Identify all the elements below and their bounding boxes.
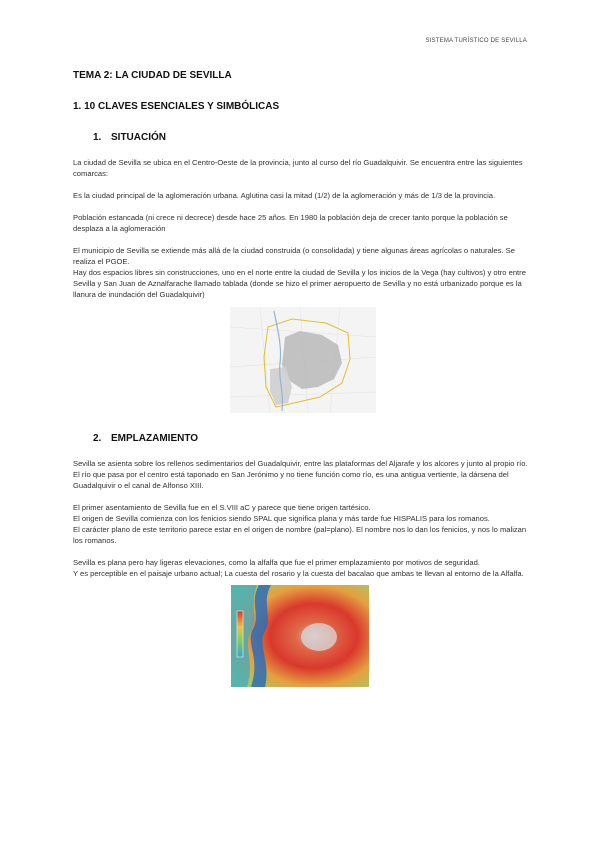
paragraph: El municipio de Sevilla se extiende más allá de la ciudad construida (o consolidada) y tiene algunas áreas agrícolas o naturales. Se realiza el PGOE. bbox=[73, 246, 515, 266]
topic-title: TEMA 2: LA CIUDAD DE SEVILLA bbox=[73, 70, 232, 81]
section-heading-text: EMPLAZAMIENTO bbox=[111, 433, 199, 444]
section-number: 2. bbox=[93, 433, 102, 444]
paragraph: El primer asentamiento de Sevilla fue en el S.VIII aC y parece que tiene origen tartésico. bbox=[73, 503, 371, 512]
section-emplazamiento-text bbox=[73, 458, 533, 579]
section-number: 1. bbox=[93, 132, 102, 143]
relief-map-graphic bbox=[231, 585, 369, 687]
running-header: SISTEMA TURÍSTICO DE SEVILLA bbox=[425, 38, 527, 44]
section-situacion-text bbox=[73, 157, 533, 300]
paragraph: Sevilla es plana pero hay ligeras elevaciones, como la alfalfa que fue el primer emplazamiento por motivos de seguridad. bbox=[73, 558, 480, 567]
paragraph: El origen de Sevilla comienza con los fenicios siendo SPAL que significa plana y más tarde fue HISPALIS para los romanos. bbox=[73, 514, 490, 523]
municipal-map-image bbox=[230, 307, 376, 413]
paragraph: Población estancada (ni crece ni decrece) desde hace 25 años. En 1980 la población deja de crecer tanto porque la población se desplaza a la aglomeración bbox=[73, 213, 508, 233]
paragraph: Hay dos espacios libres sin construcciones, uno en el norte entre la ciudad de Sevilla y los inicios de la Vega (hay cultivos) y otro entre Sevilla y San Juan de Aznalfarache llamado tablada (donde se hizo el primer aeropuerto de Sevilla y no está urbanizado porque es la llanura de inundación del Guadalquivir) bbox=[73, 268, 526, 299]
paragraph: Sevilla se asienta sobre los rellenos sedimentarios del Guadalquivir, entre las plataformas del Aljarafe y los alcores y junto al propio río. bbox=[73, 459, 528, 468]
elevation-legend bbox=[237, 611, 243, 657]
paragraph: Y es perceptible en el paisaje urbano actual; La cuesta del rosario y la cuesta del bacalao que ambas te llevan al entorno de la Alfalfa. bbox=[73, 569, 524, 578]
section-heading-text: SITUACIÓN bbox=[111, 132, 166, 143]
document-body bbox=[73, 70, 533, 687]
relief-map-image bbox=[231, 585, 369, 687]
paragraph: El río que pasa por el centro está taponado en San Jerónimo y no tiene función como río, es una antigua vertiente, la dársena del Guadalquivir o el canal de Alfonso XIII. bbox=[73, 470, 509, 490]
municipal-map-graphic bbox=[230, 307, 376, 413]
paragraph: La ciudad de Sevilla se ubica en el Centro-Oeste de la provincia, junto al curso del río Guadalquivir. Se encuentra entre las siguientes comarcas: bbox=[73, 158, 523, 178]
section-subtitle: 1. 10 CLAVES ESENCIALES Y SIMBÓLICAS bbox=[73, 101, 280, 112]
paragraph: Es la ciudad principal de la aglomeración urbana. Aglutina casi la mitad (1/2) de la aglomeración y más de 1/3 de la provincia. bbox=[73, 191, 496, 200]
paragraph: El carácter plano de este territorio parece estar en el origen de nombre (pal=plano). El nombre nos lo dan los fenicios, y nos lo malizan los romanos. bbox=[73, 525, 527, 545]
section-heading-situacion bbox=[93, 132, 533, 143]
section-heading-emplazamiento bbox=[93, 433, 533, 444]
urban-core-shape bbox=[301, 623, 337, 651]
